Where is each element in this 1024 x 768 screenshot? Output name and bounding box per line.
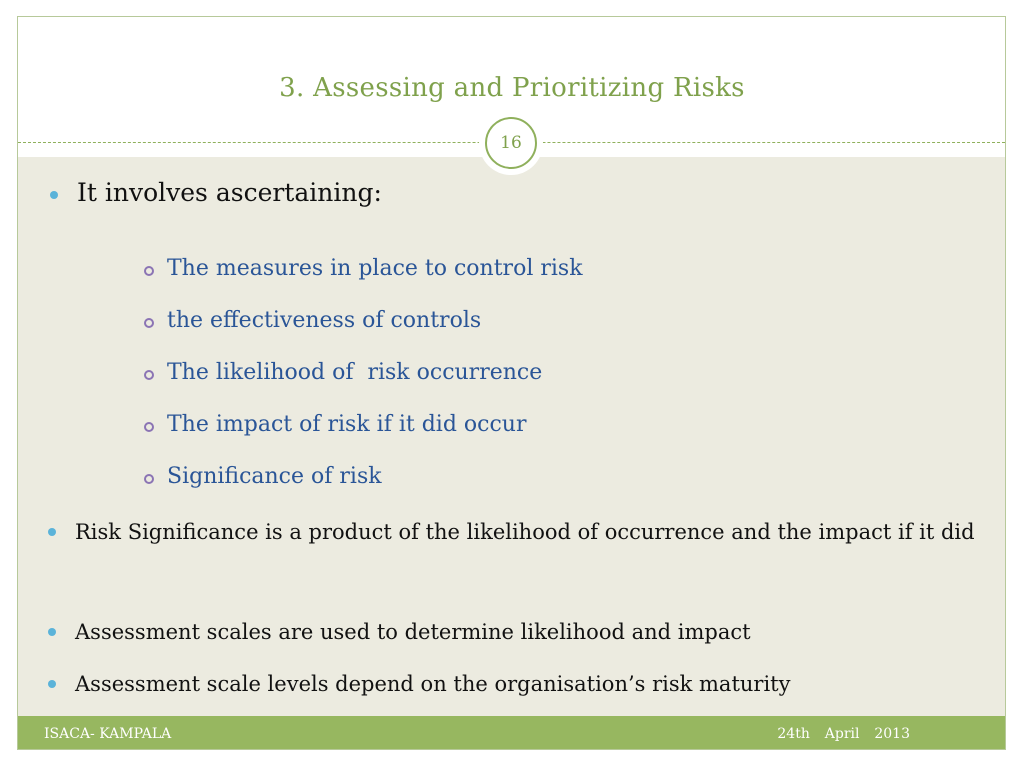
page-number-badge [479,111,543,175]
ring-bullet-icon [144,370,154,380]
bullet-dot-icon [48,680,56,688]
bullet-text: Assessment scales are used to determine likelihood and impact [75,620,751,644]
sub-bullet [144,464,382,489]
slide-footer [18,716,1005,749]
bullet-risk-significance [48,509,976,555]
bullet-dot-icon [48,628,56,636]
sub-bullet-text: The likelihood of risk occurrence [167,360,543,385]
sub-bullet-text: Significance of risk [167,464,382,489]
bullet-text: It involves ascertaining: [77,178,382,207]
footer-organization: ISACA- KAMPALA [44,726,172,742]
bullet-text: Assessment scale levels depend on the organisation’s risk maturity [75,672,791,696]
sub-bullet [144,360,542,385]
page-number: 16 [485,117,537,169]
ring-bullet-icon [144,266,154,276]
slide-title: 3. Assessing and Prioritizing Risks [279,73,745,103]
ring-bullet-icon [144,474,154,484]
sub-bullet-text: The impact of risk if it did occur [167,412,527,437]
bullet-text: Risk Significance is a product of the likelihood of occurrence and the impact if it did [75,520,975,544]
bullet-dot-icon [50,191,58,199]
bullet-scale-levels [48,661,976,707]
ring-bullet-icon [144,422,154,432]
sub-bullet-text: The measures in place to control risk [167,256,583,281]
bullet-main [50,178,382,207]
bullet-dot-icon [48,528,56,536]
bullet-assessment-scales [48,609,976,655]
ring-bullet-icon [144,318,154,328]
sub-bullet [144,412,526,437]
footer-date: 24th April 2013 [777,726,910,742]
sub-bullet [144,256,583,281]
sub-bullet-text: the effectiveness of controls [167,308,482,333]
sub-bullet [144,308,481,333]
